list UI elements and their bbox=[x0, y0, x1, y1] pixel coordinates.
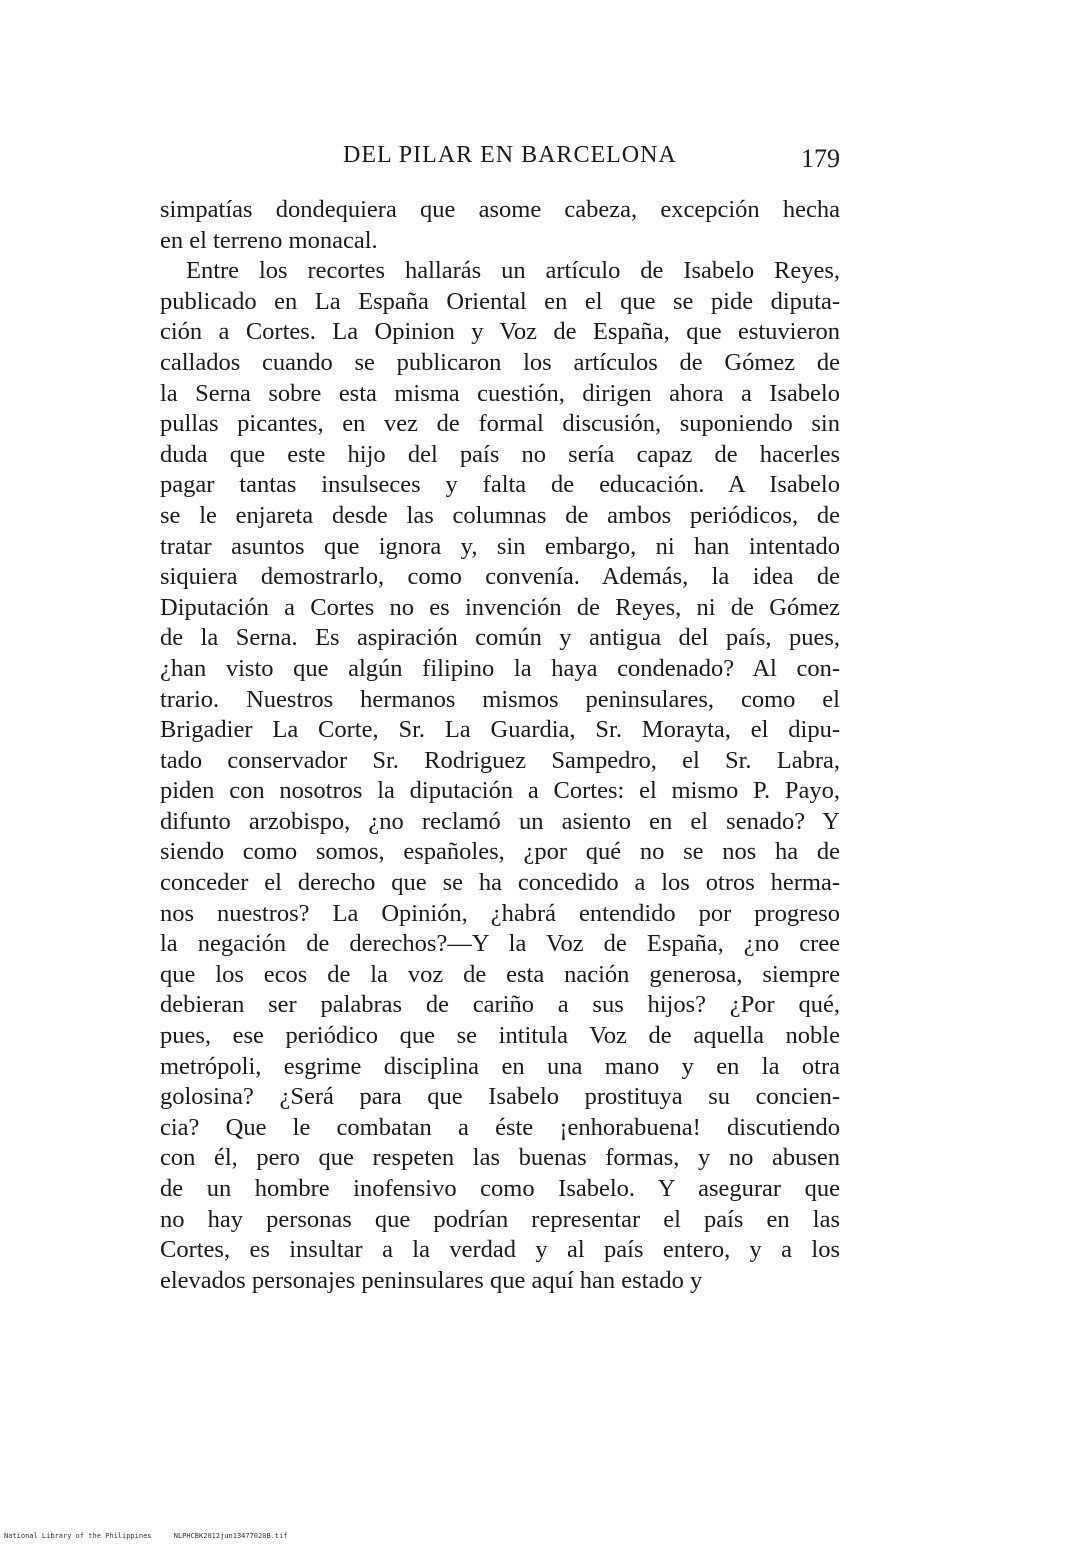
text-line: tado conservador Sr. Rodriguez Sampedro, el Sr. Labra, bbox=[160, 746, 840, 774]
page-header bbox=[160, 140, 840, 180]
text-line: publicado en La España Oriental en el que se pide diputa- bbox=[160, 287, 840, 315]
text-line: con él, pero que respeten las buenas formas, y no abusen bbox=[160, 1144, 840, 1172]
running-head: DEL PILAR EN BARCELONA bbox=[343, 142, 677, 168]
text-line: no hay personas que podrían representar el país en las bbox=[160, 1205, 840, 1233]
scan-footer bbox=[4, 1532, 306, 1540]
text-line: golosina? ¿Será para que Isabelo prostituya su concien- bbox=[160, 1083, 840, 1111]
text-line: la negación de derechos?—Y la Voz de España, ¿no cree bbox=[160, 930, 840, 958]
text-line: piden con nosotros la diputación a Cortes: el mismo P. Payo, bbox=[160, 777, 840, 805]
text-line: nos nuestros? La Opinión, ¿habrá entendido por progreso bbox=[160, 899, 840, 927]
text-line: Entre los recortes hallarás un artículo de Isabelo Reyes, bbox=[186, 257, 840, 285]
text-line: difunto arzobispo, ¿no reclamó un asiento en el senado? Y bbox=[160, 807, 840, 835]
library-credit: National Library of the Philippines bbox=[4, 1532, 152, 1540]
text-line: trario. Nuestros hermanos mismos peninsulares, como el bbox=[160, 685, 840, 713]
text-line: debieran ser palabras de cariño a sus hijos? ¿Por qué, bbox=[160, 991, 840, 1019]
text-line: pagar tantas insulseces y falta de educación. A Isabelo bbox=[160, 471, 840, 499]
scan-file-id: NLPHCBK2012jun13477020B.tif bbox=[173, 1532, 288, 1540]
text-line: callados cuando se publicaron los artículos de Gómez de bbox=[160, 348, 840, 376]
text-line: que los ecos de la voz de esta nación generosa, siempre bbox=[160, 960, 840, 988]
text-line: pullas picantes, en vez de formal discusión, suponiendo sin bbox=[160, 410, 840, 438]
text-line: cia? Que le combatan a éste ¡enhorabuena! discutiendo bbox=[160, 1113, 840, 1141]
text-line: metrópoli, esgrime disciplina en una mano y en la otra bbox=[160, 1052, 840, 1080]
text-line: simpatías dondequiera que asome cabeza, excepción hecha bbox=[160, 196, 840, 223]
text-line: la Serna sobre esta misma cuestión, dirigen ahora a Isabelo bbox=[160, 379, 840, 407]
page-number: 179 bbox=[801, 144, 840, 173]
text-line: pues, ese periódico que se intitula Voz de aquella noble bbox=[160, 1022, 840, 1050]
text-line: Diputación a Cortes no es invención de Reyes, ni de Gómez bbox=[160, 593, 840, 621]
text-line: tratar asuntos que ignora y, sin embargo, ni han intentado bbox=[160, 532, 840, 560]
text-line: en el terreno monacal. bbox=[160, 226, 378, 254]
body-text bbox=[160, 195, 840, 1296]
text-line: conceder el derecho que se ha concedido a los otros herma- bbox=[160, 869, 840, 897]
text-line: elevados personajes peninsulares que aquí han estado y bbox=[160, 1266, 703, 1294]
text-line: ¿han visto que algún filipino la haya condenado? Al con- bbox=[160, 654, 840, 682]
text-line: de la Serna. Es aspiración común y antigua del país, pues, bbox=[160, 624, 840, 652]
text-line: ción a Cortes. La Opinion y Voz de España, que estuvieron bbox=[160, 318, 840, 346]
text-line: siquiera demostrarlo, como convenía. Además, la idea de bbox=[160, 563, 840, 591]
text-line: Brigadier La Corte, Sr. La Guardia, Sr. Morayta, el dipu- bbox=[160, 716, 840, 744]
text-line: siendo como somos, españoles, ¿por qué no se nos ha de bbox=[160, 838, 840, 866]
text-line: Cortes, es insultar a la verdad y al país entero, y a los bbox=[160, 1236, 840, 1264]
text-line: de un hombre inofensivo como Isabelo. Y asegurar que bbox=[160, 1175, 840, 1202]
text-line: duda que este hijo del país no sería capaz de hacerles bbox=[160, 440, 840, 468]
text-line: se le enjareta desde las columnas de ambos periódicos, de bbox=[160, 501, 840, 529]
